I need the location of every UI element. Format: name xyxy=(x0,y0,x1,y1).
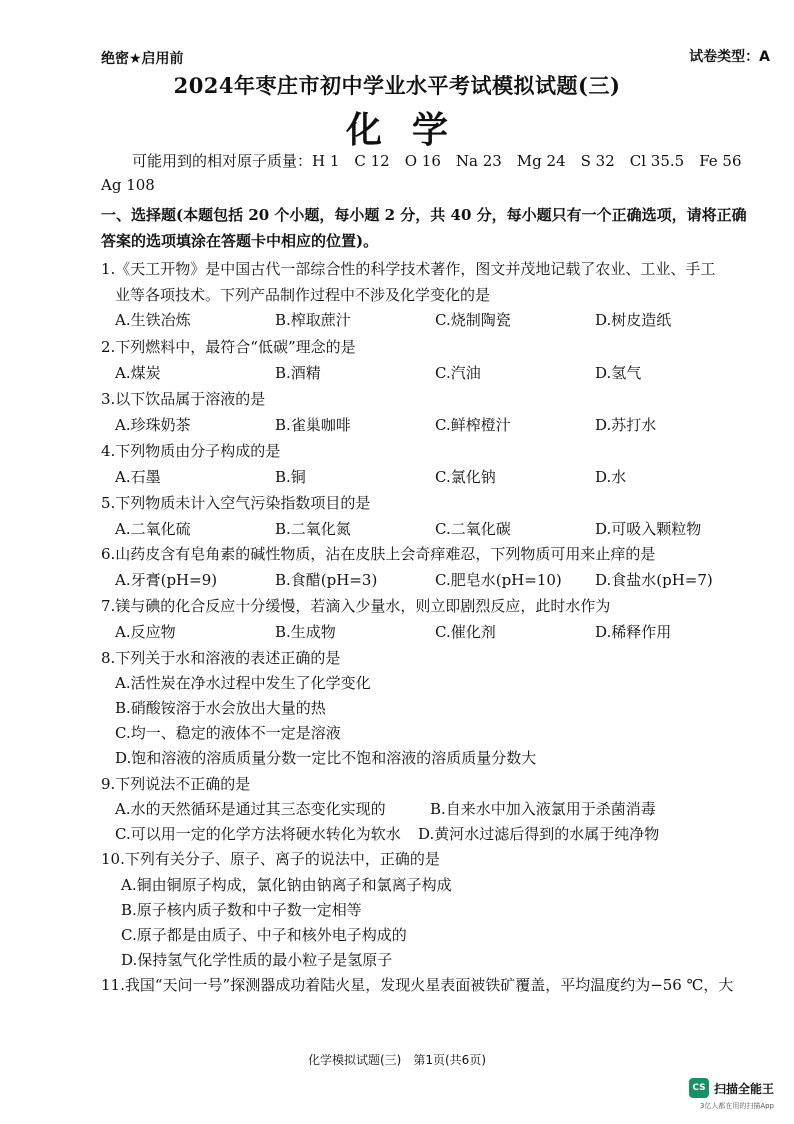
question-stem: 10.下列有关分子、原子、离子的说法中，正确的是 xyxy=(101,850,440,868)
scanner-tagline: 3亿人都在用的扫描App xyxy=(699,1102,774,1110)
option: C.二氧化碳 xyxy=(435,520,511,538)
exam-title: 2024年枣庄市初中学业水平考试模拟试题(三) xyxy=(173,73,621,98)
option: B.酒精 xyxy=(275,364,321,382)
option: D.树皮造纸 xyxy=(595,311,672,329)
question-options xyxy=(115,621,755,642)
option: C.烧制陶瓷 xyxy=(435,311,511,329)
subject-title: 化学 xyxy=(345,109,478,151)
option: A.石墨 xyxy=(115,468,161,486)
paper-type-label: 试卷类型：A xyxy=(689,49,770,65)
section-heading-line2: 答案的选项填涂在答题卡中相应的位置)。 xyxy=(101,232,379,250)
option: A.珍珠奶茶 xyxy=(115,416,191,434)
option: A.铜由铜原子构成，氯化钠由钠离子和氯离子构成 xyxy=(121,876,452,894)
question-stem: 7.镁与碘的化合反应十分缓慢，若滴入少量水，则立即剧烈反应，此时水作为 xyxy=(101,597,611,615)
option: A.反应物 xyxy=(115,623,176,641)
question-stem: 11.我国“天问一号”探测器成功着陆火星，发现火星表面被铁矿覆盖，平均温度约为−56 ℃，大 xyxy=(101,976,734,994)
option: D.苏打水 xyxy=(595,416,657,434)
option: D.氢气 xyxy=(595,364,642,382)
question-options xyxy=(115,362,755,383)
option: C.汽油 xyxy=(435,364,481,382)
atomic-masses-line1: 可能用到的相对原子质量：H 1 C 12 O 16 Na 23 Mg 24 S 32 Cl 35.5 Fe 56 xyxy=(132,152,742,170)
option: D.黄河水过滤后得到的水属于纯净物 xyxy=(418,825,660,843)
question-stem: 业等各项技术。下列产品制作过程中不涉及化学变化的是 xyxy=(115,286,491,304)
scanner-app-name: 扫描全能王 xyxy=(713,1081,774,1096)
option: B.自来水中加入液氯用于杀菌消毒 xyxy=(430,800,656,818)
option: D.饱和溶液的溶质质量分数一定比不饱和溶液的溶质质量分数大 xyxy=(115,749,537,767)
option: C.原子都是由质子、中子和核外电子构成的 xyxy=(121,926,407,944)
option: B.雀巢咖啡 xyxy=(275,416,351,434)
question-options xyxy=(115,518,755,539)
option: A.二氧化硫 xyxy=(115,520,191,538)
option: C.可以用一定的化学方法将硬水转化为软水 xyxy=(115,825,401,843)
secret-label: 绝密★启用前 xyxy=(101,51,184,67)
option: C.均一、稳定的液体不一定是溶液 xyxy=(115,724,341,742)
option: A.煤炭 xyxy=(115,364,161,382)
question-stem: 6.山药皮含有皂角素的碱性物质，沾在皮肤上会奇痒难忍，下列物质可用来止痒的是 xyxy=(101,545,656,563)
option: A.牙膏(pH=9) xyxy=(115,571,218,589)
option: D.稀释作用 xyxy=(595,623,672,641)
option: D.可吸入颗粒物 xyxy=(595,520,702,538)
question-options xyxy=(115,466,755,487)
option: C.肥皂水(pH=10) xyxy=(435,571,562,589)
option: B.二氧化氮 xyxy=(275,520,351,538)
option: A.活性炭在净水过程中发生了化学变化 xyxy=(115,674,371,692)
atomic-masses-line2: Ag 108 xyxy=(101,176,155,194)
question-options xyxy=(115,414,755,435)
option: B.生成物 xyxy=(275,623,336,641)
option: A.生铁冶炼 xyxy=(115,311,191,329)
question-stem: 4.下列物质由分子构成的是 xyxy=(101,442,281,460)
scanner-badge xyxy=(689,1078,774,1098)
question-stem: 5.下列物质未计入空气污染指数项目的是 xyxy=(101,494,371,512)
option: D.保持氢气化学性质的最小粒子是氢原子 xyxy=(121,951,393,969)
option: C.鲜榨橙汁 xyxy=(435,416,511,434)
option: D.食盐水(pH=7) xyxy=(595,571,713,589)
question-options xyxy=(115,569,755,590)
option: B.铜 xyxy=(275,468,306,486)
question-stem: 3.以下饮品属于溶液的是 xyxy=(101,390,266,408)
option: A.水的天然循环是通过其三态变化实现的 xyxy=(115,800,386,818)
option: B.硝酸铵溶于水会放出大量的热 xyxy=(115,699,326,717)
option: B.榨取蔗汁 xyxy=(275,311,351,329)
camscanner-icon: CS xyxy=(689,1078,709,1098)
question-stem: 2.下列燃料中，最符合“低碳”理念的是 xyxy=(101,338,356,356)
section-heading-line1: 一、选择题(本题包括 20 个小题，每小题 2 分，共 40 分，每小题只有一个正确选项，请将正确 xyxy=(101,206,747,224)
question-stem: 1.《天工开物》是中国古代一部综合性的科学技术著作，图文并茂地记载了农业、工业、手工 xyxy=(101,260,716,278)
question-stem: 8.下列关于水和溶液的表述正确的是 xyxy=(101,649,341,667)
option: C.氯化钠 xyxy=(435,468,496,486)
option: B.原子核内质子数和中子数一定相等 xyxy=(121,901,362,919)
option: D.水 xyxy=(595,468,627,486)
question-stem: 9.下列说法不正确的是 xyxy=(101,775,251,793)
question-options xyxy=(115,309,755,330)
option: B.食醋(pH=3) xyxy=(275,571,378,589)
option: C.催化剂 xyxy=(435,623,496,641)
page-footer: 化学模拟试题(三) 第1页(共6页) xyxy=(308,1053,486,1067)
